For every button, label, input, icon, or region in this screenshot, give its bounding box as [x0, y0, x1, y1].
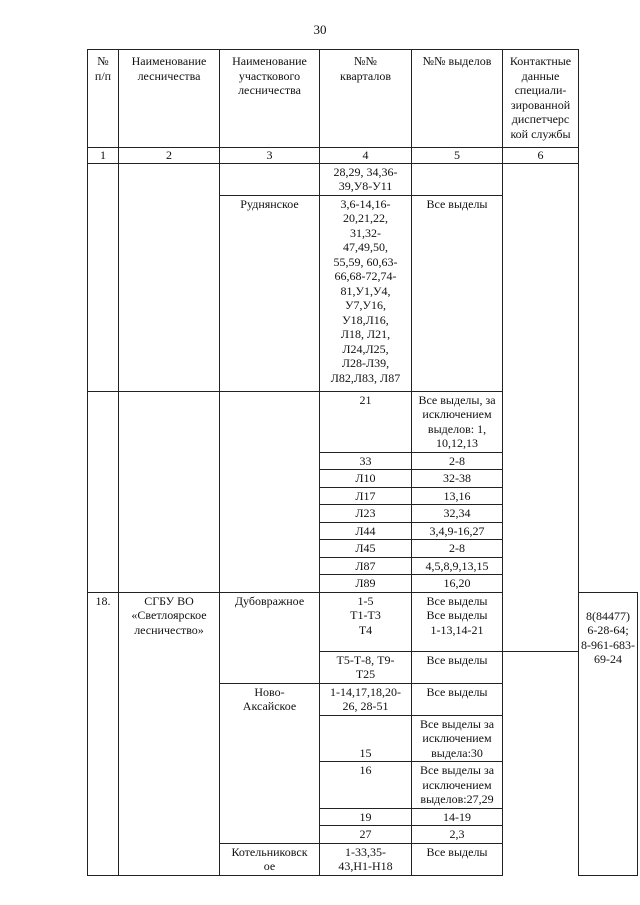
header-plots: №№ выделов	[412, 50, 503, 148]
header-district: Наименование участкового лесничества	[220, 50, 320, 148]
cell-plots: 16,20	[412, 575, 503, 593]
cell-plots: 14-19	[412, 808, 503, 826]
cell-forestry	[119, 391, 220, 592]
cell-district: Дубовражное	[220, 592, 320, 683]
table-header-row	[88, 50, 638, 148]
cell-plots: 3,4,9-16,27	[412, 522, 503, 540]
cell-plots: Все выделы, за исключением выделов: 1, 10,12,13	[412, 391, 503, 452]
cell-plots: Все выделы Все выделы 1-13,14-21	[412, 592, 503, 651]
header-contacts: Контактные данные специали- зированной диспетчерс кой службы	[503, 50, 579, 148]
cell-district	[220, 391, 320, 592]
cell-plots: 32-38	[412, 470, 503, 488]
cell-plots: 2-8	[412, 452, 503, 470]
header-num: № п/п	[88, 50, 119, 148]
column-number: 1	[88, 148, 119, 164]
cell-quarters: 1-14,17,18,20- 26, 28-51	[320, 683, 412, 715]
cell-quarters: 21	[320, 391, 412, 452]
cell-plots: Все выделы	[412, 843, 503, 875]
cell-district: Котельниковск ое	[220, 843, 320, 875]
cell-forestry: СГБУ ВО «Светлоярское лесничество»	[119, 592, 220, 875]
forestry-table	[87, 49, 638, 876]
cell-plots: 2-8	[412, 540, 503, 558]
cell-quarters: Л87	[320, 557, 412, 575]
cell-num	[88, 163, 119, 391]
cell-quarters: 1-5 Т1-Т3 Т4	[320, 592, 412, 651]
cell-quarters: Л23	[320, 505, 412, 523]
cell-num: 18.	[88, 592, 119, 875]
cell-forestry	[119, 163, 220, 391]
cell-quarters: Л89	[320, 575, 412, 593]
cell-quarters: Л17	[320, 487, 412, 505]
column-number: 4	[320, 148, 412, 164]
header-forestry: Наименование лесничества	[119, 50, 220, 148]
cell-district: Руднянское	[220, 195, 320, 391]
cell-quarters: Л10	[320, 470, 412, 488]
cell-plots: Все выделы за исключением выделов:27,29	[412, 762, 503, 809]
column-number: 3	[220, 148, 320, 164]
cell-plots: 32,34	[412, 505, 503, 523]
cell-quarters: 1-33,35- 43,Н1-Н18	[320, 843, 412, 875]
cell-plots	[412, 163, 503, 195]
cell-plots: 2,3	[412, 826, 503, 844]
column-numbers-row	[88, 148, 638, 164]
column-number: 5	[412, 148, 503, 164]
cell-plots: 13,16	[412, 487, 503, 505]
cell-quarters: 27	[320, 826, 412, 844]
cell-quarters: 16	[320, 762, 412, 809]
cell-contacts: 8(84477) 6-28-64; 8-961-683- 69-24	[579, 592, 638, 875]
column-number: 6	[503, 148, 579, 164]
cell-quarters: 19	[320, 808, 412, 826]
cell-plots: Все выделы	[412, 651, 503, 683]
cell-quarters: 33	[320, 452, 412, 470]
cell-district	[220, 163, 320, 195]
cell-quarters: Л44	[320, 522, 412, 540]
cell-quarters: Л45	[320, 540, 412, 558]
cell-district: Ново- Аксайское	[220, 683, 320, 843]
cell-contacts	[503, 163, 579, 651]
column-number: 2	[119, 148, 220, 164]
cell-plots: Все выделы	[412, 195, 503, 391]
cell-plots: Все выделы за исключением выдела:30	[412, 715, 503, 762]
cell-num	[88, 391, 119, 592]
page-number: 30	[313, 22, 327, 37]
cell-quarters: 28,29, 34,36- 39,У8-У11	[320, 163, 412, 195]
table-row	[88, 163, 638, 195]
cell-quarters: 15	[320, 715, 412, 762]
cell-quarters: 3,6-14,16- 20,21,22, 31,32- 47,49,50, 55,59, 60,63- 66,68-72,74- 81,У1,У4, У7,У16, У18,Л16, Л18, Л21, Л24,Л25, Л28-Л39, Л82,Л83, Л87	[320, 195, 412, 391]
cell-plots: 4,5,8,9,13,15	[412, 557, 503, 575]
cell-quarters: Т5-Т-8, Т9- Т25	[320, 651, 412, 683]
cell-plots: Все выделы	[412, 683, 503, 715]
header-quarters: №№ кварталов	[320, 50, 412, 148]
